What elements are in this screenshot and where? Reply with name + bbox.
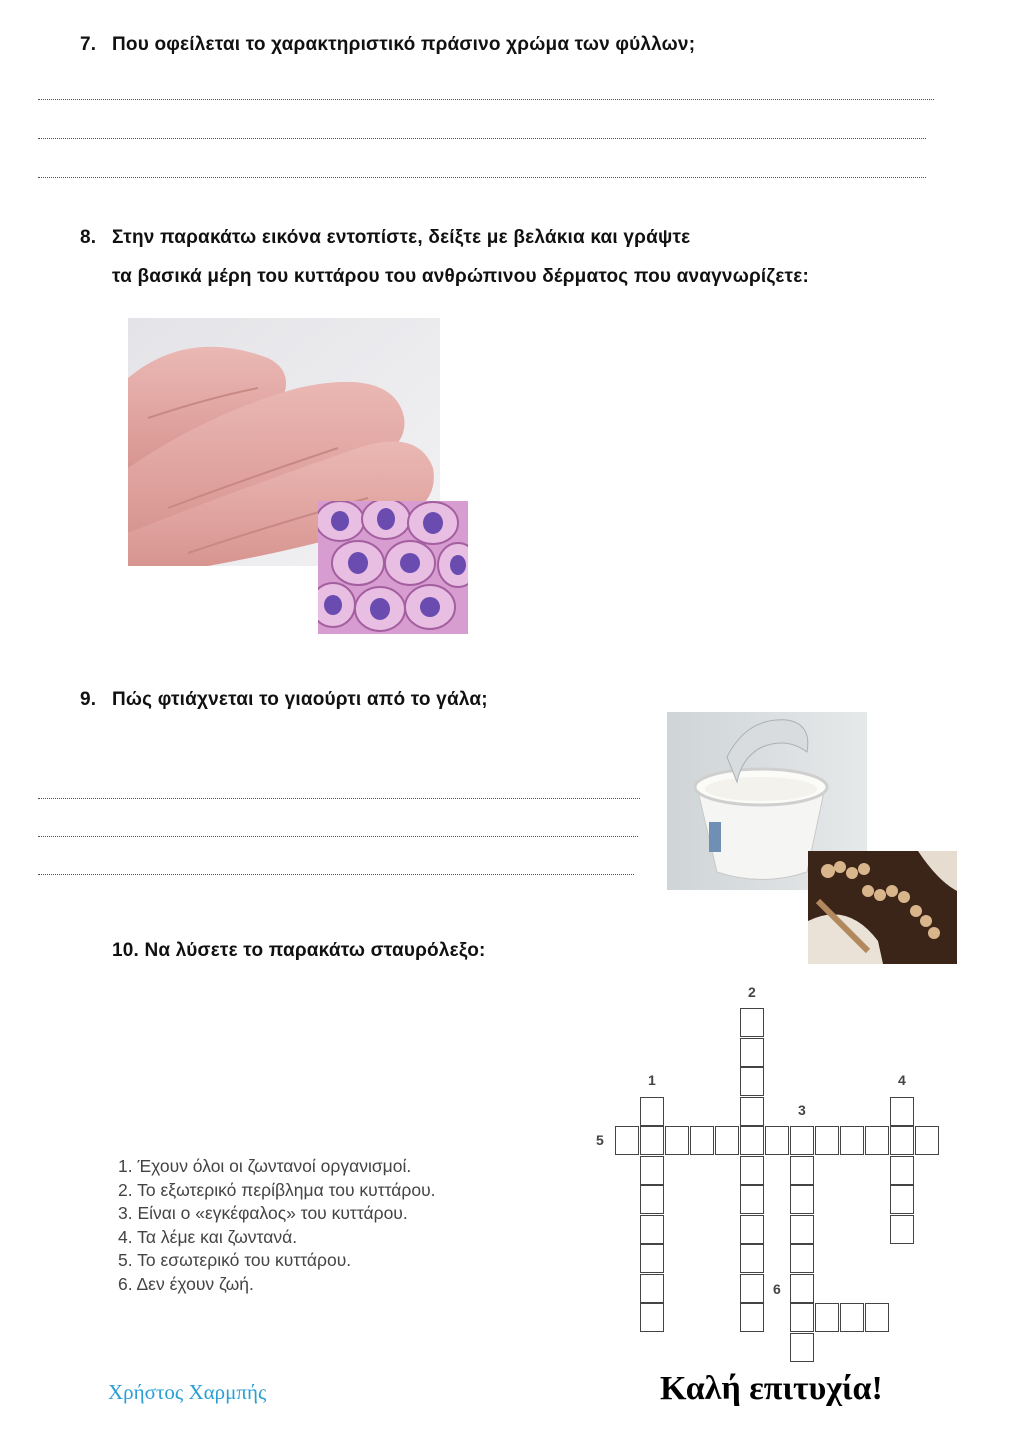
clue-1: 1. Έχουν όλοι οι ζωντανοί οργανισμοί. [118,1156,412,1176]
answer-line[interactable] [38,798,640,799]
good-luck-message: Καλή επιτυχία! [660,1370,883,1407]
crossword-cell-word-2[interactable] [740,1303,764,1332]
crossword-cell-word-5[interactable] [815,1126,839,1155]
question-10: 10. Να λύσετε το παρακάτω σταυρόλεξο: [112,940,486,961]
crossword-cell-word-3[interactable] [790,1185,814,1214]
crossword-cell-word-5[interactable] [690,1126,714,1155]
crossword-cell-word-5[interactable] [715,1126,739,1155]
question-text-line-1: Στην παρακάτω εικόνα εντοπίστε, δείξτε με βελάκια και γράψτε [112,227,691,248]
answer-line[interactable] [38,99,934,100]
answer-line[interactable] [38,874,634,875]
crossword-cell-word-5[interactable] [890,1126,914,1155]
crossword-cell-word-1[interactable] [640,1156,664,1185]
crossword-cell-word-3[interactable] [790,1333,814,1362]
crossword-cell-word-5[interactable] [840,1126,864,1155]
crossword-cell-word-1[interactable] [640,1185,664,1214]
crossword-cell-word-2[interactable] [740,1038,764,1067]
crossword-cell-word-2[interactable] [740,1215,764,1244]
crossword-cell-word-1[interactable] [640,1303,664,1332]
crossword-cell-word-4[interactable] [890,1185,914,1214]
question-7 [80,34,695,56]
crossword-cell-word-5[interactable] [740,1126,764,1155]
crossword-cell-word-3[interactable] [790,1274,814,1303]
crossword-cell-word-5[interactable] [615,1126,639,1155]
crossword-cell-word-2[interactable] [740,1244,764,1273]
clue-6: 6. Δεν έχουν ζωή. [118,1273,254,1294]
crossword-cell-word-5[interactable] [640,1126,664,1155]
clue-5: 5. Το εσωτερικό του κυττάρου. [118,1250,352,1270]
crossword-cell-word-5[interactable] [915,1126,939,1155]
crossword-cell-word-1[interactable] [640,1274,664,1303]
answer-line[interactable] [38,138,926,139]
crossword-cell-word-1[interactable] [640,1244,664,1273]
crossword-cell-word-2[interactable] [740,1008,764,1037]
skin-cells-micrograph [318,501,468,634]
crossword-cell-word-6[interactable] [840,1303,864,1332]
crossword-cell-word-6[interactable] [865,1303,889,1332]
question-8 [80,227,690,249]
crossword-number-2: 2 [748,984,756,1000]
crossword-cell-word-5[interactable] [865,1126,889,1155]
question-9 [80,689,488,711]
crossword-number-4: 4 [898,1072,906,1088]
bacteria-micrograph [808,851,957,964]
answer-line[interactable] [38,836,638,837]
author-name: Χρήστος Χαρμπής [108,1380,267,1404]
question-text-line-2: τα βασικά μέρη του κυττάρου του ανθρώπινου δέρματος που αναγνωρίζετε: [112,266,809,287]
question-number: 7. [80,34,97,55]
crossword-cell-word-5[interactable] [665,1126,689,1155]
crossword-cell-word-2[interactable] [740,1097,764,1126]
crossword-number-5: 5 [596,1132,604,1148]
crossword-cell-word-5[interactable] [790,1126,814,1155]
crossword-cell-word-1[interactable] [640,1097,664,1126]
crossword-cell-word-4[interactable] [890,1156,914,1185]
crossword-cell-word-3[interactable] [790,1244,814,1273]
crossword-cell-word-4[interactable] [890,1097,914,1126]
crossword-number-3: 3 [798,1102,806,1118]
answer-line[interactable] [38,177,926,178]
crossword-cell-word-4[interactable] [890,1215,914,1244]
crossword-cell-word-1[interactable] [640,1215,664,1244]
crossword-number-6: 6 [773,1281,781,1297]
crossword-number-1: 1 [648,1072,656,1088]
crossword-cell-word-2[interactable] [740,1274,764,1303]
question-text: Πώς φτιάχνεται το γιαούρτι από το γάλα; [112,689,488,710]
clue-2: 2. Το εξωτερικό περίβλημα του κυττάρου. [118,1179,436,1200]
question-number: 9. [80,689,97,710]
crossword-cell-word-3[interactable] [790,1215,814,1244]
crossword-clues [118,1155,436,1296]
crossword-cell-word-2[interactable] [740,1185,764,1214]
crossword-cell-word-2[interactable] [740,1156,764,1185]
crossword-cell-word-6[interactable] [815,1303,839,1332]
clue-4: 4. Τα λέμε και ζωντανά. [118,1226,298,1247]
crossword-cell-word-5[interactable] [765,1126,789,1155]
crossword-cell-word-3[interactable] [790,1303,814,1332]
question-text: Που οφείλεται το χαρακτηριστικό πράσινο χρώμα των φύλλων; [112,34,696,55]
question-number: 8. [80,227,97,248]
crossword-cell-word-2[interactable] [740,1067,764,1096]
clue-3: 3. Είναι ο «εγκέφαλος» του κυττάρου. [118,1203,408,1223]
crossword-cell-word-3[interactable] [790,1156,814,1185]
